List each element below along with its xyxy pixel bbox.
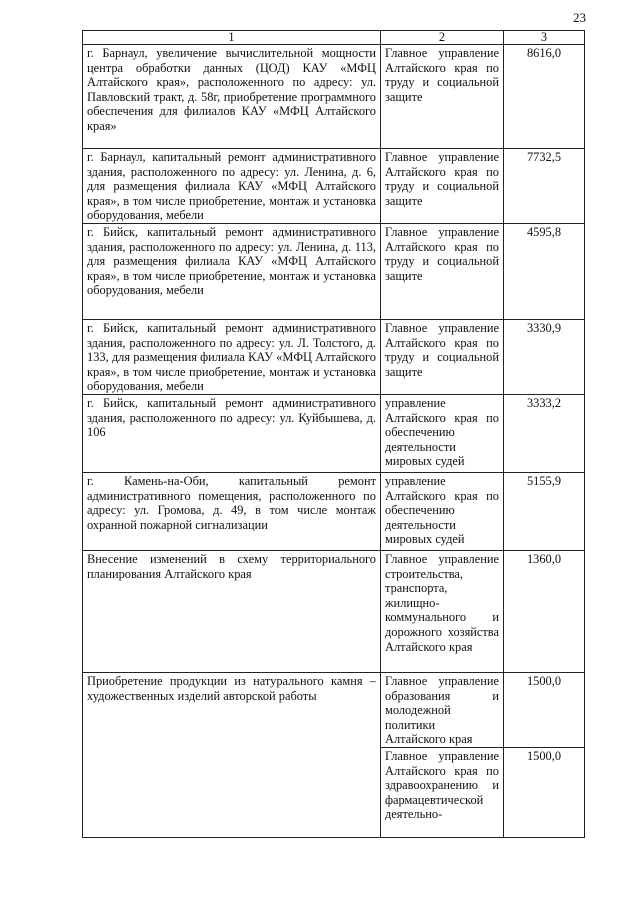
table-row bbox=[83, 550, 585, 672]
row-description: Внесение изменений в схему территориального планирования Алтайского края bbox=[83, 550, 381, 672]
row-agency: Главное управление Алтайского края по труду и социальной защите bbox=[381, 319, 504, 394]
row-agency: Главное управление строительства, транспорта, жилищно-коммунального и дорожного хозяйства Алтайского края bbox=[381, 550, 504, 672]
table-row bbox=[83, 672, 585, 747]
table-header-row bbox=[83, 31, 585, 45]
row-description: г. Бийск, капитальный ремонт административного здания, расположенного по адресу: ул. Л. Толстого, д. 133, для размещения филиала КАУ «МФЦ Алтайского края», в том числе приобретение, монтаж и установка оборудования, мебели bbox=[83, 319, 381, 394]
table-row bbox=[83, 319, 585, 394]
budget-table bbox=[82, 30, 585, 838]
row-agency: Главное управление образования и молодежной политики Алтайского края bbox=[381, 672, 504, 747]
table-row bbox=[83, 223, 585, 319]
row-agency: Главное управление Алтайского края по здравоохранению и фармацевтической деятельно- bbox=[381, 747, 504, 837]
row-amount: 3330,9 bbox=[504, 319, 585, 394]
row-agency: управление Алтайского края по обеспечению деятельности мировых судей bbox=[381, 472, 504, 550]
row-agency: Главное управление Алтайского края по труду и социальной защите bbox=[381, 149, 504, 224]
column-header: 3 bbox=[504, 31, 585, 45]
row-description: Приобретение продукции из натурального камня – художественных изделий авторской работы bbox=[83, 672, 381, 837]
row-description: г. Бийск, капитальный ремонт административного здания, расположенного по адресу: ул. Ленина, д. 113, для размещения филиала КАУ «МФЦ Алтайского края», в том числе приобретение, монтаж и установка оборудования, мебели bbox=[83, 223, 381, 319]
row-amount: 7732,5 bbox=[504, 149, 585, 224]
row-amount: 1360,0 bbox=[504, 550, 585, 672]
column-header: 1 bbox=[83, 31, 381, 45]
row-agency: управление Алтайского края по обеспечению деятельности мировых судей bbox=[381, 394, 504, 472]
row-description: г. Камень-на-Оби, капитальный ремонт административного помещения, расположенного по адресу: ул. Громова, д. 49, в том числе монтаж охранной пожарной сигнализации bbox=[83, 472, 381, 550]
column-header: 2 bbox=[381, 31, 504, 45]
row-amount: 4595,8 bbox=[504, 223, 585, 319]
table-row bbox=[83, 149, 585, 224]
row-amount: 5155,9 bbox=[504, 472, 585, 550]
row-description: г. Барнаул, капитальный ремонт административного здания, расположенного по адресу: ул. Ленина, д. 6, для размещения филиала КАУ «МФЦ Алтайского края», в том числе приобретение, монтаж и установка оборудования, мебели bbox=[83, 149, 381, 224]
row-agency: Главное управление Алтайского края по труду и социальной защите bbox=[381, 223, 504, 319]
table-row bbox=[83, 45, 585, 149]
page-number: 23 bbox=[573, 10, 586, 25]
table-row bbox=[83, 472, 585, 550]
row-amount: 1500,0 bbox=[504, 672, 585, 747]
table-row bbox=[83, 394, 585, 472]
row-description: г. Бийск, капитальный ремонт административного здания, расположенного по адресу: ул. Куйбышева, д. 106 bbox=[83, 394, 381, 472]
row-amount: 8616,0 bbox=[504, 45, 585, 149]
row-description: г. Барнаул, увеличение вычислительной мощности центра обработки данных (ЦОД) КАУ «МФЦ Алтайского края», расположенного по адресу: ул. Павловский тракт, д. 58г, приобретение программного обеспечения для филиалов КАУ «МФЦ Алтайского края» bbox=[83, 45, 381, 149]
row-agency: Главное управление Алтайского края по труду и социальной защите bbox=[381, 45, 504, 149]
row-amount: 3333,2 bbox=[504, 394, 585, 472]
row-amount: 1500,0 bbox=[504, 747, 585, 837]
